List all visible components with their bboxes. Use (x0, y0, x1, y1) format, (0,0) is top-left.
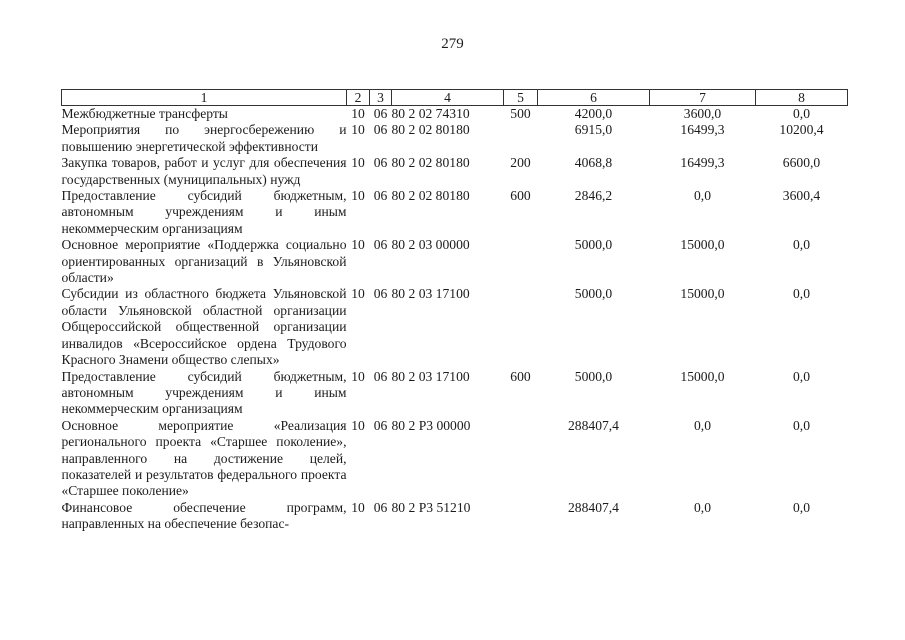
target-article-code: 80 2 03 17100 (391, 286, 470, 302)
table-row (62, 286, 848, 368)
target-article-code: 80 2 02 80180 (391, 188, 470, 204)
amount-col6: 5000,0 (574, 237, 613, 253)
subsection-code: 06 (373, 286, 388, 302)
amount-col8: 0,0 (793, 286, 810, 302)
target-article-code: 80 2 03 00000 (391, 237, 470, 253)
subsection-code: 06 (373, 188, 388, 204)
amount-col8: 0,0 (793, 368, 810, 384)
column-header: 2 (347, 90, 370, 106)
expense-type-code: 600 (510, 188, 531, 204)
amount-col7: 15000,0 (680, 237, 725, 253)
section-code: 10 (351, 106, 365, 121)
subsection-code: 06 (373, 499, 388, 515)
header-row (62, 90, 848, 106)
amount-col6: 5000,0 (574, 368, 613, 384)
column-header: 6 (538, 90, 650, 106)
section-code: 10 (351, 368, 365, 384)
amount-col7: 0,0 (694, 188, 711, 204)
table-row (62, 188, 848, 237)
amount-col8: 6600,0 (782, 155, 821, 171)
amount-col8: 3600,4 (782, 188, 821, 204)
subsection-code: 06 (373, 155, 388, 171)
amount-col8: 0,0 (793, 499, 810, 515)
target-article-code: 80 2 P3 51210 (391, 499, 471, 515)
table-row (62, 237, 848, 286)
subsection-code: 06 (373, 368, 388, 384)
budget-table (61, 89, 848, 533)
amount-col6: 6915,0 (574, 122, 613, 138)
table-row (62, 500, 848, 533)
amount-col6: 4068,8 (574, 155, 613, 171)
expense-type-code (504, 286, 538, 368)
table-row (62, 106, 848, 123)
column-header: 8 (756, 90, 848, 106)
expense-type-code: 600 (510, 368, 531, 384)
table-row (62, 369, 848, 418)
amount-col7: 0,0 (694, 499, 711, 515)
target-article-code: 80 2 03 17100 (391, 368, 470, 384)
section-code: 10 (351, 155, 365, 171)
amount-col8: 0,0 (793, 417, 810, 433)
section-code: 10 (351, 188, 365, 204)
expense-type-code (504, 122, 538, 155)
subsection-code: 06 (373, 417, 388, 433)
column-header: 7 (650, 90, 756, 106)
amount-col6: 288407,4 (568, 417, 619, 433)
section-code: 10 (351, 417, 365, 433)
expense-type-code (504, 500, 538, 533)
target-article-code: 80 2 02 80180 (391, 122, 470, 138)
row-name: Межбюджетные трансферты (61, 106, 228, 121)
table-row (62, 122, 848, 155)
row-name: Закупка товаров, работ и услуг для обеспечения государственных (муниципальных) нужд (61, 155, 347, 187)
section-code: 10 (351, 286, 365, 302)
row-name: Мероприятия по энергосбережению и повышению энергетической эффективности (61, 122, 347, 154)
row-name: Основное мероприятие «Реализация регионального проекта «Старшее поколение», направленного на достижение целей, показателей и результатов федерального проекта «Старшее поколение» (61, 417, 347, 499)
expense-type-code: 500 (510, 106, 531, 121)
amount-col6: 288407,4 (568, 499, 619, 515)
amount-col7: 16499,3 (680, 155, 725, 171)
column-header: 5 (504, 90, 538, 106)
table-row (62, 155, 848, 188)
amount-col6: 5000,0 (574, 286, 613, 302)
amount-col7: 15000,0 (680, 286, 725, 302)
amount-col6: 4200,0 (574, 106, 613, 121)
row-name: Субсидии из областного бюджета Ульяновской области Ульяновской областной организации Общероссийской общественной организации инвалидов «Всероссийское ордена Трудового Красного Знамени общество слепых» (61, 286, 347, 368)
amount-col7: 0,0 (694, 417, 711, 433)
column-header: 4 (392, 90, 504, 106)
row-name: Основное мероприятие «Поддержка социально ориентированных организаций в Ульяновской области» (61, 237, 347, 286)
expense-type-code (504, 418, 538, 500)
subsection-code: 06 (373, 237, 388, 253)
row-name: Предоставление субсидий бюджетным, автономным учреждениям и иным некоммерческим организациям (61, 368, 347, 417)
amount-col7: 15000,0 (680, 368, 725, 384)
subsection-code: 06 (373, 122, 388, 138)
amount-col7: 3600,0 (683, 106, 722, 121)
amount-col8: 10200,4 (779, 122, 824, 138)
amount-col7: 16499,3 (680, 122, 725, 138)
table-row (62, 418, 848, 500)
column-header: 3 (370, 90, 392, 106)
expense-type-code: 200 (510, 155, 531, 171)
subsection-code: 06 (373, 106, 388, 121)
column-header: 1 (62, 90, 347, 106)
section-code: 10 (351, 122, 365, 138)
expense-type-code (504, 237, 538, 286)
target-article-code: 80 2 P3 00000 (391, 417, 471, 433)
target-article-code: 80 2 02 74310 (391, 106, 470, 121)
section-code: 10 (351, 499, 365, 515)
section-code: 10 (351, 237, 365, 253)
amount-col6: 2846,2 (574, 188, 613, 204)
row-name: Предоставление субсидий бюджетным, автономным учреждениям и иным некоммерческим организациям (61, 188, 347, 236)
target-article-code: 80 2 02 80180 (391, 155, 470, 171)
row-name: Финансовое обеспечение программ, направленных на обеспечение безопас- (61, 499, 347, 532)
amount-col8: 0,0 (793, 237, 810, 253)
page-number: 279 (441, 36, 464, 52)
amount-col8: 0,0 (793, 106, 810, 121)
